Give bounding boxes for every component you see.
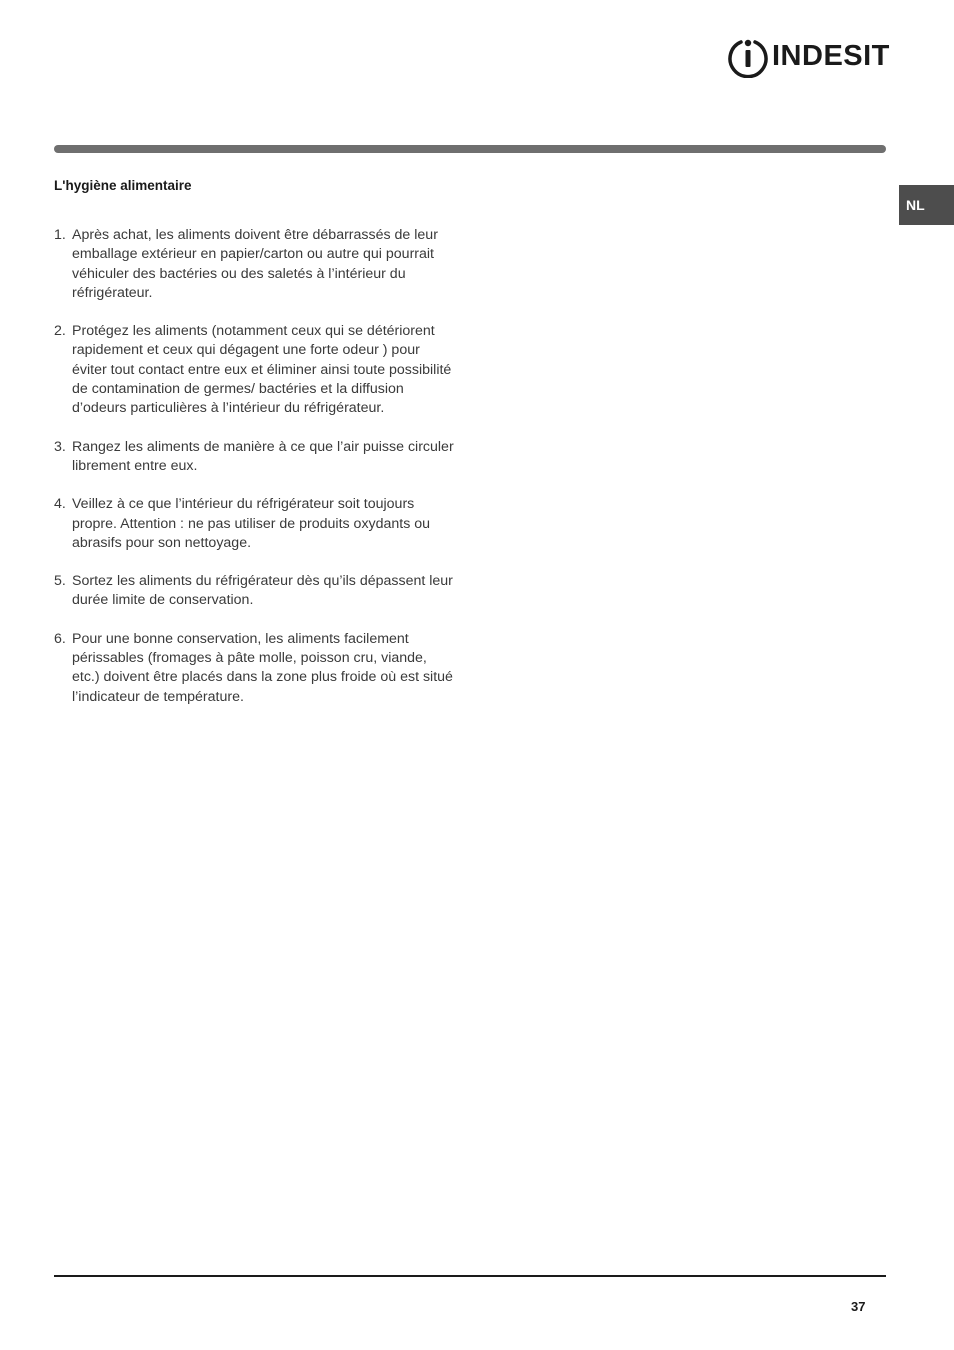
list-item-text: Protégez les aliments (notamment ceux qui se détériorent rapidement et ceux qui dégagent une forte odeur ) pour éviter tout contact entre eux et éliminer ainsi toute possibilité de contamination de germes/ bactéries et la diffusion d’odeurs particulières à l’intérieur du réfrigérateur. bbox=[72, 323, 452, 417]
indesit-i-circle-icon bbox=[726, 34, 770, 78]
brand-logo bbox=[726, 34, 890, 78]
section-title: L'hygiène alimentaire bbox=[54, 178, 192, 193]
list-item bbox=[54, 572, 454, 611]
list-item-number: 3. bbox=[54, 438, 66, 455]
list-item-number: 1. bbox=[54, 227, 66, 243]
list-item-text: Pour une bonne conservation, les aliments facilement périssables (fromages à pâte molle, poisson cru, viande, etc.) doivent être placés dans la zone plus froide où est situé l’indicateur de température. bbox=[72, 630, 453, 705]
list-item bbox=[54, 630, 454, 707]
page-number: 37 bbox=[851, 1299, 866, 1314]
bottom-divider bbox=[54, 1275, 886, 1277]
top-divider bbox=[54, 145, 886, 153]
list-item bbox=[54, 322, 454, 418]
list-item-text: Sortez les aliments du réfrigérateur dès qu’ils dépassent leur durée limite de conservation. bbox=[72, 573, 453, 609]
list-item bbox=[54, 438, 454, 477]
list-item-text: Après achat, les aliments doivent être débarrassés de leur emballage extérieur en papier/carton ou autre qui pourrait véhiculer des bactéries ou des saletés à l’intérieur du réfrigérateur. bbox=[72, 227, 438, 301]
list-item-number: 6. bbox=[54, 630, 66, 647]
list-item-number: 5. bbox=[54, 573, 66, 590]
hygiene-list bbox=[54, 226, 454, 726]
brand-logo-text: INDESIT bbox=[772, 40, 890, 72]
list-item-number: 4. bbox=[54, 496, 66, 513]
list-item bbox=[54, 495, 454, 553]
list-item-text: Veillez à ce que l’intérieur du réfrigérateur soit toujours propre. Attention : ne pas utiliser de produits oxydants ou abrasifs pour son nettoyage. bbox=[72, 496, 431, 551]
language-tab: NL bbox=[899, 185, 954, 225]
list-item-text: Rangez les aliments de manière à ce que l’air puisse circuler librement entre eux. bbox=[72, 438, 454, 474]
list-item bbox=[54, 226, 454, 303]
list-item-number: 2. bbox=[54, 323, 66, 340]
